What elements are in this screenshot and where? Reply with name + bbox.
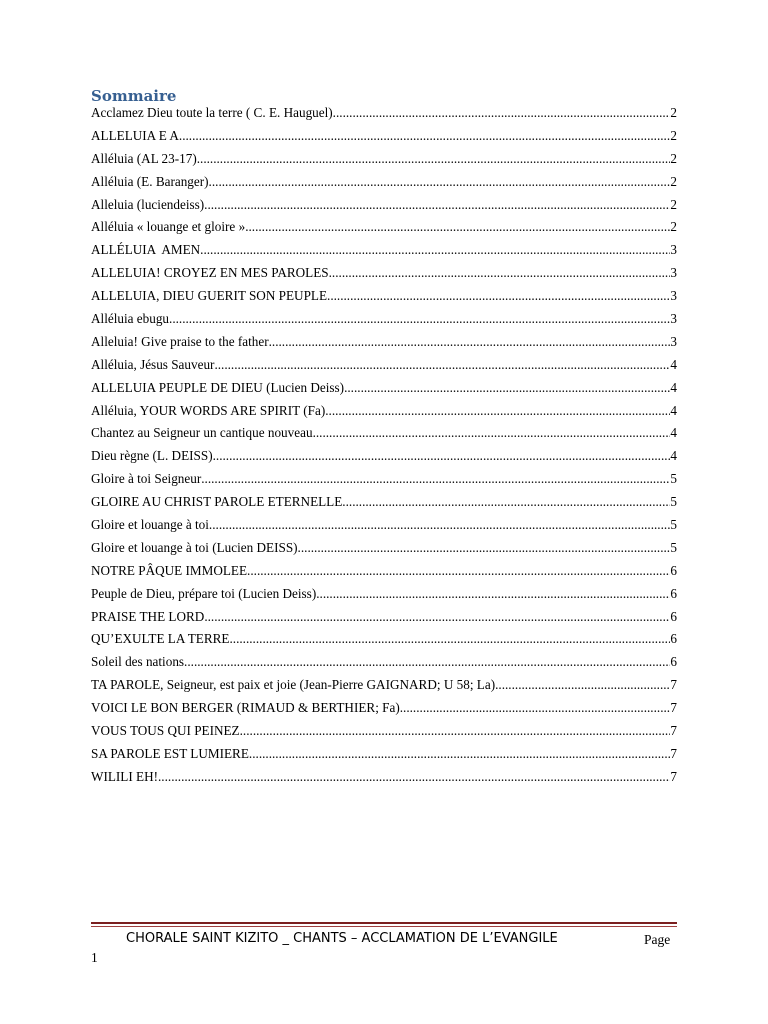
toc-entry-page: 4 bbox=[670, 448, 677, 464]
toc-entry[interactable] bbox=[91, 654, 677, 677]
toc-dot-leader bbox=[269, 334, 671, 350]
toc-dot-leader bbox=[316, 586, 670, 602]
toc-dot-leader bbox=[209, 517, 670, 533]
toc-entry-page: 4 bbox=[670, 379, 677, 395]
toc-entry-page: 7 bbox=[670, 768, 677, 784]
toc-entry-title: Alléluia ebugu bbox=[91, 311, 170, 327]
toc-entry-title: VOICI LE BON BERGER (RIMAUD & BERTHIER; Fa) bbox=[91, 700, 400, 716]
toc-dot-leader bbox=[327, 288, 670, 304]
footer-divider-thick bbox=[91, 922, 677, 924]
toc-entry-title: Chantez au Seigneur un cantique nouveau bbox=[91, 425, 313, 441]
toc-entry[interactable] bbox=[91, 288, 677, 311]
toc-dot-leader bbox=[495, 677, 670, 693]
toc-entry[interactable] bbox=[91, 403, 677, 426]
toc-entry-title: Acclamez Dieu toute la terre ( C. E. Hauguel) bbox=[91, 105, 333, 120]
toc-entry-page: 2 bbox=[670, 219, 677, 235]
toc-entry-page: 2 bbox=[670, 127, 677, 143]
toc-entry-page: 6 bbox=[670, 654, 677, 670]
toc-dot-leader bbox=[342, 494, 670, 510]
toc-entry-page: 5 bbox=[670, 539, 677, 555]
toc-entry-title: Alleluia! Give praise to the father bbox=[91, 333, 269, 349]
toc-entry-title: Gloire et louange à toi (Lucien DEISS) bbox=[91, 539, 298, 555]
footer-page-number: 1 bbox=[91, 950, 98, 965]
toc-entry[interactable] bbox=[91, 471, 677, 494]
toc-dot-leader bbox=[325, 403, 670, 419]
toc-dot-leader bbox=[169, 311, 670, 327]
toc-entry-page: 3 bbox=[670, 333, 677, 349]
toc-entry-page: 6 bbox=[670, 585, 677, 601]
toc-entry[interactable] bbox=[91, 334, 677, 357]
toc-entry[interactable] bbox=[91, 700, 677, 723]
toc-dot-leader bbox=[213, 448, 671, 464]
toc-entry[interactable] bbox=[91, 242, 677, 265]
toc-entry-title: Alléluia (AL 23-17) bbox=[91, 150, 197, 166]
table-of-contents bbox=[91, 105, 677, 792]
toc-dot-leader bbox=[240, 723, 671, 739]
toc-entry-page: 3 bbox=[670, 288, 677, 304]
toc-entry[interactable] bbox=[91, 265, 677, 288]
toc-entry-page: 2 bbox=[670, 196, 677, 212]
toc-entry[interactable] bbox=[91, 746, 677, 769]
toc-entry-page: 6 bbox=[670, 631, 677, 647]
toc-entry[interactable] bbox=[91, 197, 677, 220]
toc-entry-page: 3 bbox=[670, 242, 677, 258]
toc-entry-title: ALLELUIA E A bbox=[91, 127, 179, 143]
toc-entry-page: 6 bbox=[670, 562, 677, 578]
toc-dot-leader bbox=[214, 357, 670, 373]
toc-dot-leader bbox=[179, 128, 671, 144]
toc-entry-page: 3 bbox=[670, 311, 677, 327]
toc-entry-page: 2 bbox=[670, 105, 677, 120]
toc-entry[interactable] bbox=[91, 380, 677, 403]
toc-entry-page: 2 bbox=[670, 150, 677, 166]
toc-entry-title: GLOIRE AU CHRIST PAROLE ETERNELLE bbox=[91, 494, 343, 510]
toc-entry[interactable] bbox=[91, 448, 677, 471]
toc-entry[interactable] bbox=[91, 219, 677, 242]
toc-dot-leader bbox=[247, 563, 670, 579]
toc-entry-page: 4 bbox=[670, 425, 677, 441]
toc-entry-title: ALLÉLUIA AMEN bbox=[91, 242, 201, 258]
toc-entry-title: Alléluia « louange et gloire » bbox=[91, 219, 246, 235]
toc-entry-title: Dieu règne (L. DEISS) bbox=[91, 448, 213, 464]
toc-entry-title: NOTRE PÂQUE IMMOLEE bbox=[91, 562, 248, 578]
toc-entry-title: Alleluia (luciendeiss) bbox=[91, 196, 205, 212]
toc-entry[interactable] bbox=[91, 540, 677, 563]
toc-dot-leader bbox=[204, 197, 670, 213]
toc-entry-title: TA PAROLE, Seigneur, est paix et joie (Jean-Pierre GAIGNARD; U 58; La) bbox=[91, 677, 496, 693]
toc-entry-page: 6 bbox=[670, 608, 677, 624]
toc-entry-title: QU’EXULTE LA TERRE bbox=[91, 631, 230, 647]
toc-entry-page: 7 bbox=[670, 700, 677, 716]
toc-entry-page: 5 bbox=[670, 471, 677, 487]
toc-entry-page: 2 bbox=[670, 173, 677, 189]
toc-entry[interactable] bbox=[91, 609, 677, 632]
toc-dot-leader bbox=[200, 242, 670, 258]
toc-entry-title: ALLELUIA, DIEU GUERIT SON PEUPLE bbox=[91, 288, 328, 304]
toc-entry-page: 4 bbox=[670, 356, 677, 372]
toc-entry[interactable] bbox=[91, 769, 677, 792]
toc-entry-title: WILILI EH! bbox=[91, 768, 158, 784]
toc-entry-title: Alléluia, Jésus Sauveur bbox=[91, 356, 215, 372]
toc-entry[interactable] bbox=[91, 105, 677, 128]
toc-entry-title: Soleil des nations bbox=[91, 654, 185, 670]
toc-entry-title: SA PAROLE EST LUMIERE bbox=[91, 745, 249, 761]
toc-dot-leader bbox=[204, 609, 670, 625]
toc-entry[interactable] bbox=[91, 174, 677, 197]
toc-entry-page: 5 bbox=[670, 517, 677, 533]
toc-dot-leader bbox=[333, 105, 671, 121]
toc-dot-leader bbox=[249, 746, 670, 762]
toc-dot-leader bbox=[158, 769, 670, 785]
toc-entry-page: 4 bbox=[670, 402, 677, 418]
toc-dot-leader bbox=[201, 471, 670, 487]
toc-dot-leader bbox=[245, 219, 670, 235]
toc-title: Sommaire bbox=[91, 87, 177, 105]
toc-entry[interactable] bbox=[91, 128, 677, 151]
toc-entry-title: Gloire et louange à toi bbox=[91, 517, 209, 533]
footer-divider-thin bbox=[91, 926, 677, 927]
toc-entry-title: Peuple de Dieu, prépare toi (Lucien Deiss) bbox=[91, 585, 317, 601]
toc-dot-leader bbox=[313, 425, 671, 441]
toc-entry[interactable] bbox=[91, 631, 677, 654]
toc-entry-page: 7 bbox=[670, 723, 677, 739]
toc-dot-leader bbox=[344, 380, 670, 396]
toc-entry[interactable] bbox=[91, 723, 677, 746]
footer-page-label: Page bbox=[644, 932, 671, 947]
toc-entry-page: 5 bbox=[670, 494, 677, 510]
toc-dot-leader bbox=[329, 265, 671, 281]
toc-entry-title: ALLELUIA PEUPLE DE DIEU (Lucien Deiss) bbox=[91, 379, 345, 395]
toc-entry-title: PRAISE THE LORD bbox=[91, 608, 205, 624]
toc-entry-title: VOUS TOUS QUI PEINEZ bbox=[91, 723, 240, 739]
footer-divider bbox=[91, 922, 677, 928]
toc-dot-leader bbox=[209, 174, 671, 190]
toc-dot-leader bbox=[298, 540, 671, 556]
toc-dot-leader bbox=[184, 654, 670, 670]
toc-dot-leader bbox=[400, 700, 671, 716]
toc-entry[interactable] bbox=[91, 586, 677, 609]
toc-entry[interactable] bbox=[91, 494, 677, 517]
toc-entry[interactable] bbox=[91, 563, 677, 586]
toc-entry-page: 7 bbox=[670, 745, 677, 761]
toc-dot-leader bbox=[197, 151, 671, 167]
toc-entry[interactable] bbox=[91, 517, 677, 540]
toc-dot-leader bbox=[229, 631, 670, 647]
toc-entry-page: 7 bbox=[670, 677, 677, 693]
toc-entry[interactable] bbox=[91, 357, 677, 380]
toc-entry[interactable] bbox=[91, 151, 677, 174]
toc-entry-page: 3 bbox=[670, 265, 677, 281]
toc-entry[interactable] bbox=[91, 311, 677, 334]
toc-entry-title: Alléluia, YOUR WORDS ARE SPIRIT (Fa) bbox=[91, 402, 326, 418]
toc-entry-title: ALLELUIA! CROYEZ EN MES PAROLES bbox=[91, 265, 329, 281]
toc-entry-title: Alléluia (E. Baranger) bbox=[91, 173, 209, 189]
toc-entry[interactable] bbox=[91, 425, 677, 448]
footer-title: CHORALE SAINT KIZITO _ CHANTS – ACCLAMATION DE L’EVANGILE bbox=[126, 931, 558, 946]
toc-entry-title: Gloire à toi Seigneur bbox=[91, 471, 202, 487]
toc-entry[interactable] bbox=[91, 677, 677, 700]
